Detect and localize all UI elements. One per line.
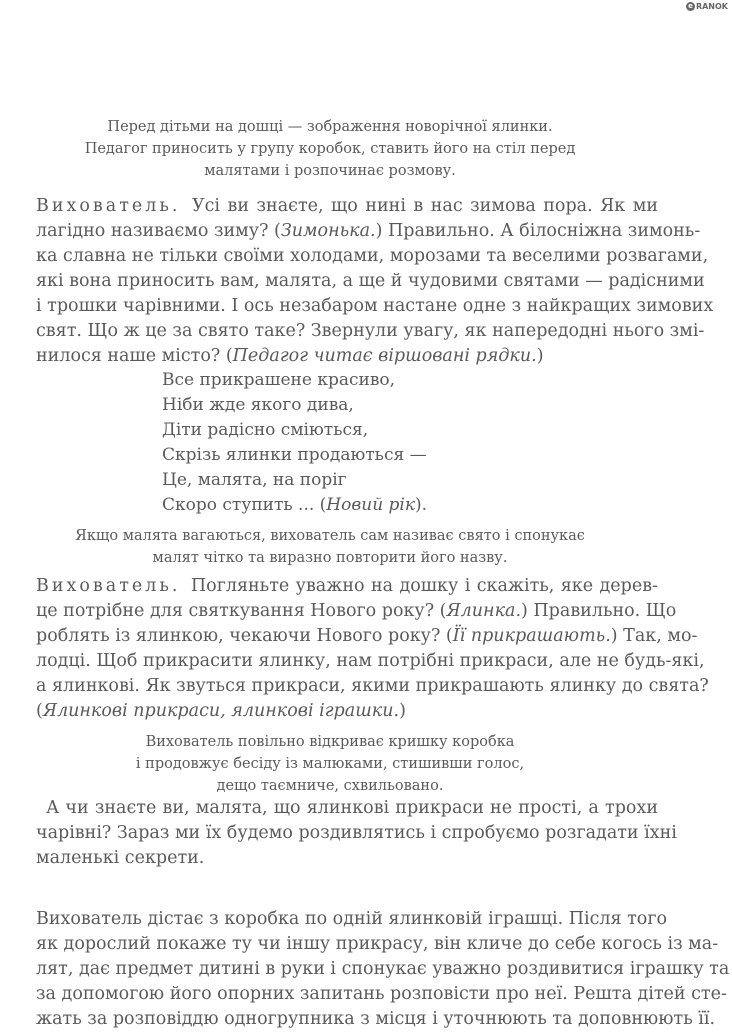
paragraph-2	[36, 574, 709, 724]
text-line: лагідно називаємо зиму? (Зимонька.) Правильно. А білосніжна зимонь-	[36, 221, 701, 241]
text-line: як дорослий покаже ту чи іншу прикрасу, він кличе до себе когось із ма-	[36, 934, 719, 954]
text-line: жать за розповіддю одногрупника з місця і уточнюють та доповнюють її.	[36, 1009, 716, 1029]
stage-line: малятами і розпочинає розмову.	[204, 163, 456, 179]
text-line: Вихователь дістає з коробка по одній ялинковій іграшці. Після того	[36, 909, 668, 929]
poem-line: Діти радісно сміються,	[162, 420, 369, 440]
stage-line: Якщо малята вагаються, вихователь сам називає свято і спонукає	[75, 528, 585, 544]
text-line: за допомогою його опорних запитань розповісти про неї. Решта дітей сте-	[36, 984, 727, 1004]
text-line: нилося наше місто? (Педагог читає віршовані рядки.)	[36, 346, 544, 366]
speaker-label: Вихователь.	[36, 576, 181, 596]
stage-line: Перед дітьми на дошці — зображення новорічної ялинки.	[107, 119, 553, 135]
stage-direction-2	[60, 525, 600, 569]
speaker-label: Вихователь.	[36, 196, 181, 216]
stage-line: дещо таємниче, схвильовано.	[216, 778, 444, 794]
stage-direction-1	[60, 116, 600, 182]
logo-mark-icon: e	[686, 2, 695, 11]
text-line: маленькі секрети.	[36, 848, 205, 868]
poem-line: Ніби жде якого дива,	[162, 395, 354, 415]
text-line: А чи знаєте ви, малята, що ялинкові прикраси не прості, а трохи	[46, 798, 658, 818]
poem-line: Скрізь ялинки продаються —	[162, 445, 427, 465]
text-line: свят. Що ж це за свято таке? Звернули увагу, як напередодні нього змі-	[36, 321, 705, 341]
poem-line: Скоро ступить ... (Новий рік).	[162, 495, 428, 515]
stage-line: малят чітко та виразно повторити його назву.	[152, 550, 508, 566]
text-line: лят, дає предмет дитині в руки і спонукає уважно роздивитися іграшку та	[36, 959, 730, 979]
paragraph-1	[36, 194, 714, 369]
stage-line: Педагог приносить у групу коробок, ставить його на стіл перед	[84, 141, 576, 157]
poem	[162, 368, 427, 518]
logo-text: RANOK	[695, 2, 728, 11]
stage-direction-3	[60, 731, 600, 797]
stage-line: і продовжує бесіду із малюками, стишивши голос,	[135, 756, 525, 772]
text-line: а ялинкові. Як звуться прикраси, якими прикрашають ялинку до свята?	[36, 676, 709, 696]
text-line: чарівні? Зараз ми їх будемо роздивлятись і спробуємо розгадати їхні	[36, 823, 677, 843]
text-line: це потрібне для святкування Нового року? (Ялинка.) Правильно. Що	[36, 601, 677, 621]
paragraph-3	[36, 796, 677, 871]
text-line: (Ялинкові прикраси, ялинкові іграшки.)	[36, 701, 406, 721]
stage-line: Вихователь повільно відкриває кришку коробка	[145, 734, 515, 750]
poem-line: Все прикрашене красиво,	[162, 370, 396, 390]
text-line: Вихователь. Погляньте уважно на дошку і скажіть, яке дерев-	[36, 576, 658, 596]
text-line: Вихователь. Усі ви знаєте, що нині в нас зимова пора. Як ми	[36, 196, 658, 216]
poem-line: Це, малята, на поріг	[162, 470, 347, 490]
paragraph-4	[36, 907, 730, 1032]
publisher-logo	[686, 2, 728, 11]
text-line: ка славна не тільки своїми холодами, морозами та веселими розвагами,	[36, 246, 709, 266]
text-line: які вона приносить вам, малята, а ще й чудовими святами — радісними	[36, 271, 705, 291]
text-line: лодці. Щоб прикрасити ялинку, нам потрібні прикраси, але не будь-які,	[36, 651, 705, 671]
text-line: роблять із ялинкою, чекаючи Нового року? (Її прикрашають.) Так, мо-	[36, 626, 698, 646]
text-line: і трошки чарівними. І ось незабаром настане одне з найкращих зимових	[36, 296, 714, 316]
